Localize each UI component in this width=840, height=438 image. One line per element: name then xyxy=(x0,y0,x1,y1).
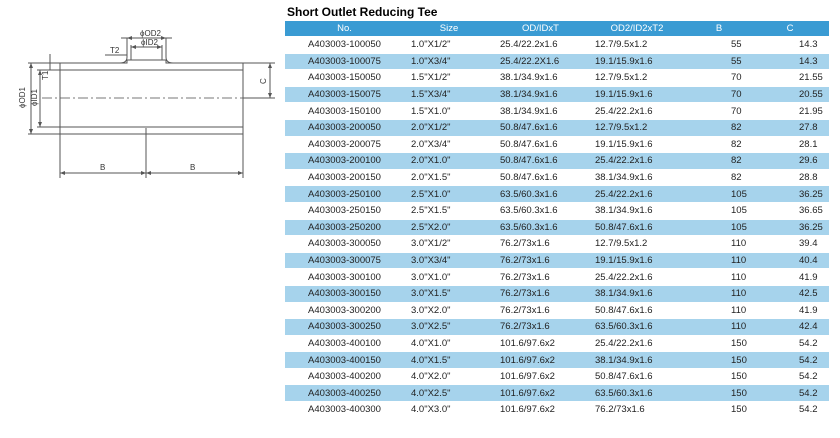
cell-b: 82 xyxy=(687,153,751,169)
table-row xyxy=(285,253,829,269)
cell-c: 40.4 xyxy=(751,253,829,269)
table-row xyxy=(285,70,829,86)
cell-od-id-t: 50.8/47.6x1.6 xyxy=(494,170,587,186)
cell-od2-id2-t2: 50.8/47.6x1.6 xyxy=(587,220,687,236)
cell-no: A403003-400250 xyxy=(285,385,404,401)
cell-od2-id2-t2: 25.4/22.2x1.6 xyxy=(587,153,687,169)
cell-no: A403003-400200 xyxy=(285,369,404,385)
cell-no: A403003-300075 xyxy=(285,253,404,269)
table-row xyxy=(285,352,829,368)
table-body xyxy=(285,37,829,418)
cell-b: 82 xyxy=(687,170,751,186)
table-row xyxy=(285,402,829,418)
c-label: C xyxy=(259,78,268,84)
cell-no: A403003-250150 xyxy=(285,203,404,219)
cell-od2-id2-t2: 25.4/22.2x1.6 xyxy=(587,336,687,352)
cell-c: 29.6 xyxy=(751,153,829,169)
cell-b: 55 xyxy=(687,37,751,53)
cell-od2-id2-t2: 38.1/34.9x1.6 xyxy=(587,286,687,302)
cell-c: 41.9 xyxy=(751,303,829,319)
cell-no: A403003-150100 xyxy=(285,103,404,119)
cell-od-id-t: 101.6/97.6x2 xyxy=(494,369,587,385)
cell-size: 4.0"X2.5" xyxy=(404,385,494,401)
cell-no: A403003-200075 xyxy=(285,137,404,153)
cell-c: 14.3 xyxy=(751,37,829,53)
id1-label: ϕID1 xyxy=(30,89,39,106)
cell-od2-id2-t2: 12.7/9.5x1.2 xyxy=(587,236,687,252)
cell-od-id-t: 76.2/73x1.6 xyxy=(494,236,587,252)
cell-size: 2.0"X1/2" xyxy=(404,120,494,136)
cell-c: 54.2 xyxy=(751,385,829,401)
cell-size: 1.5"X1.0" xyxy=(404,103,494,119)
cell-size: 1.0"X3/4" xyxy=(404,54,494,70)
table-title: Short Outlet Reducing Tee xyxy=(287,5,438,19)
cell-size: 2.5"X1.5" xyxy=(404,203,494,219)
cell-no: A403003-100075 xyxy=(285,54,404,70)
od1-label: ϕOD1 xyxy=(18,87,27,108)
cell-od-id-t: 76.2/73x1.6 xyxy=(494,319,587,335)
table-row xyxy=(285,103,829,119)
cell-c: 27.8 xyxy=(751,120,829,136)
header-c: C xyxy=(751,21,829,36)
cell-no: A403003-250100 xyxy=(285,186,404,202)
cell-b: 105 xyxy=(687,220,751,236)
cell-od2-id2-t2: 63.5/60.3x1.6 xyxy=(587,385,687,401)
table-row xyxy=(285,54,829,70)
cell-c: 28.8 xyxy=(751,170,829,186)
cell-c: 42.4 xyxy=(751,319,829,335)
cell-size: 2.0"X1.0" xyxy=(404,153,494,169)
cell-c: 28.1 xyxy=(751,137,829,153)
cell-od-id-t: 38.1/34.9x1.6 xyxy=(494,70,587,86)
cell-od-id-t: 101.6/97.6x2 xyxy=(494,385,587,401)
cell-od-id-t: 25.4/22.2X1.6 xyxy=(494,54,587,70)
table-row xyxy=(285,336,829,352)
cell-c: 36.25 xyxy=(751,186,829,202)
cell-od2-id2-t2: 12.7/9.5x1.2 xyxy=(587,120,687,136)
od2-label: ϕOD2 xyxy=(140,29,161,38)
cell-od2-id2-t2: 12.7/9.5x1.2 xyxy=(587,37,687,53)
cell-size: 4.0"X3.0" xyxy=(404,402,494,418)
cell-od-id-t: 38.1/34.9x1.6 xyxy=(494,87,587,103)
cell-od2-id2-t2: 25.4/22.2x1.6 xyxy=(587,186,687,202)
table-row xyxy=(285,120,829,136)
t1-label: T1 xyxy=(41,70,50,80)
cell-size: 2.0"X3/4" xyxy=(404,137,494,153)
table-row xyxy=(285,220,829,236)
cell-no: A403003-250200 xyxy=(285,220,404,236)
cell-c: 54.2 xyxy=(751,402,829,418)
table-row xyxy=(285,286,829,302)
cell-c: 21.95 xyxy=(751,103,829,119)
cell-od2-id2-t2: 19.1/15.9x1.6 xyxy=(587,87,687,103)
table-row xyxy=(285,37,829,53)
header-size: Size xyxy=(404,21,494,36)
header-no: No. xyxy=(285,21,404,36)
cell-size: 2.0"X1.5" xyxy=(404,170,494,186)
cell-c: 41.9 xyxy=(751,269,829,285)
cell-no: A403003-200050 xyxy=(285,120,404,136)
cell-od2-id2-t2: 25.4/22.2x1.6 xyxy=(587,269,687,285)
cell-b: 70 xyxy=(687,103,751,119)
cell-od2-id2-t2: 19.1/15.9x1.6 xyxy=(587,253,687,269)
header-b: B xyxy=(687,21,751,36)
cell-od-id-t: 76.2/73x1.6 xyxy=(494,286,587,302)
b-right-label: B xyxy=(190,163,196,172)
cell-od2-id2-t2: 25.4/22.2x1.6 xyxy=(587,103,687,119)
cell-od2-id2-t2: 38.1/34.9x1.6 xyxy=(587,170,687,186)
cell-no: A403003-200100 xyxy=(285,153,404,169)
cell-b: 82 xyxy=(687,120,751,136)
specification-table xyxy=(285,20,829,419)
cell-od2-id2-t2: 50.8/47.6x1.6 xyxy=(587,303,687,319)
cell-no: A403003-300050 xyxy=(285,236,404,252)
cell-od-id-t: 38.1/34.9x1.6 xyxy=(494,103,587,119)
cell-od-id-t: 50.8/47.6x1.6 xyxy=(494,120,587,136)
cell-b: 150 xyxy=(687,402,751,418)
cell-no: A403003-200150 xyxy=(285,170,404,186)
cell-size: 3.0"X2.5" xyxy=(404,319,494,335)
cell-b: 105 xyxy=(687,186,751,202)
table-row xyxy=(285,170,829,186)
id2-label: ϕID2 xyxy=(141,38,158,47)
table-row xyxy=(285,236,829,252)
cell-b: 110 xyxy=(687,269,751,285)
cell-c: 54.2 xyxy=(751,369,829,385)
table-row xyxy=(285,269,829,285)
cell-od-id-t: 63.5/60.3x1.6 xyxy=(494,186,587,202)
cell-size: 3.0"X1.5" xyxy=(404,286,494,302)
cell-c: 21.55 xyxy=(751,70,829,86)
cell-size: 1.0"X1/2" xyxy=(404,37,494,53)
table-row xyxy=(285,153,829,169)
cell-od-id-t: 25.4/22.2x1.6 xyxy=(494,37,587,53)
cell-no: A403003-100050 xyxy=(285,37,404,53)
cell-b: 105 xyxy=(687,203,751,219)
cell-b: 150 xyxy=(687,336,751,352)
cell-size: 2.5"X1.0" xyxy=(404,186,494,202)
cell-od2-id2-t2: 38.1/34.9x1.6 xyxy=(587,203,687,219)
cell-size: 4.0"X2.0" xyxy=(404,369,494,385)
cell-od2-id2-t2: 12.7/9.5x1.2 xyxy=(587,70,687,86)
table-header-row xyxy=(285,21,829,36)
cell-od-id-t: 50.8/47.6x1.6 xyxy=(494,153,587,169)
cell-b: 82 xyxy=(687,137,751,153)
t2-label: T2 xyxy=(110,46,120,55)
cell-c: 54.2 xyxy=(751,352,829,368)
table-row xyxy=(285,203,829,219)
table-row xyxy=(285,385,829,401)
cell-od2-id2-t2: 19.1/15.9x1.6 xyxy=(587,137,687,153)
cell-b: 110 xyxy=(687,319,751,335)
cell-b: 110 xyxy=(687,303,751,319)
cell-size: 3.0"X3/4" xyxy=(404,253,494,269)
cell-c: 20.55 xyxy=(751,87,829,103)
cell-no: A403003-300200 xyxy=(285,303,404,319)
cell-b: 110 xyxy=(687,236,751,252)
table-row xyxy=(285,87,829,103)
cell-no: A403003-400300 xyxy=(285,402,404,418)
header-od-id-t: OD/IDxT xyxy=(494,21,587,36)
cell-no: A403003-300250 xyxy=(285,319,404,335)
table-row xyxy=(285,319,829,335)
cell-size: 4.0"X1.0" xyxy=(404,336,494,352)
cell-c: 54.2 xyxy=(751,336,829,352)
cell-no: A403003-400100 xyxy=(285,336,404,352)
cell-c: 39.4 xyxy=(751,236,829,252)
cell-b: 150 xyxy=(687,352,751,368)
cell-b: 70 xyxy=(687,70,751,86)
table-row xyxy=(285,137,829,153)
cell-c: 42.5 xyxy=(751,286,829,302)
cell-size: 1.5"X1/2" xyxy=(404,70,494,86)
cell-size: 1.5"X3/4" xyxy=(404,87,494,103)
cell-od-id-t: 76.2/73x1.6 xyxy=(494,269,587,285)
cell-od2-id2-t2: 19.1/15.9x1.6 xyxy=(587,54,687,70)
cell-od2-id2-t2: 50.8/47.6x1.6 xyxy=(587,369,687,385)
cell-size: 3.0"X1.0" xyxy=(404,269,494,285)
cell-od2-id2-t2: 38.1/34.9x1.6 xyxy=(587,352,687,368)
b-left-label: B xyxy=(100,163,106,172)
cell-od2-id2-t2: 76.2/73x1.6 xyxy=(587,402,687,418)
cell-b: 110 xyxy=(687,286,751,302)
cell-od-id-t: 63.5/60.3x1.6 xyxy=(494,203,587,219)
cell-b: 150 xyxy=(687,369,751,385)
cell-od-id-t: 76.2/73x1.6 xyxy=(494,303,587,319)
cell-size: 4.0"X1.5" xyxy=(404,352,494,368)
cell-size: 3.0"X2.0" xyxy=(404,303,494,319)
cell-no: A403003-150075 xyxy=(285,87,404,103)
cell-c: 14.3 xyxy=(751,54,829,70)
cell-od-id-t: 101.6/97.6x2 xyxy=(494,336,587,352)
cell-no: A403003-150050 xyxy=(285,70,404,86)
table-row xyxy=(285,369,829,385)
cell-od-id-t: 63.5/60.3x1.6 xyxy=(494,220,587,236)
cell-no: A403003-400150 xyxy=(285,352,404,368)
cell-size: 3.0"X1/2" xyxy=(404,236,494,252)
table-row xyxy=(285,303,829,319)
cell-b: 110 xyxy=(687,253,751,269)
cell-b: 55 xyxy=(687,54,751,70)
tee-technical-drawing xyxy=(0,0,280,438)
cell-size: 2.5"X2.0" xyxy=(404,220,494,236)
cell-od-id-t: 76.2/73x1.6 xyxy=(494,253,587,269)
cell-b: 70 xyxy=(687,87,751,103)
header-od2-id2-t2: OD2/ID2xT2 xyxy=(587,21,687,36)
cell-od-id-t: 50.8/47.6x1.6 xyxy=(494,137,587,153)
table-row xyxy=(285,186,829,202)
cell-od2-id2-t2: 63.5/60.3x1.6 xyxy=(587,319,687,335)
cell-od-id-t: 101.6/97.6x2 xyxy=(494,402,587,418)
cell-od-id-t: 101.6/97.6x2 xyxy=(494,352,587,368)
cell-c: 36.65 xyxy=(751,203,829,219)
cell-c: 36.25 xyxy=(751,220,829,236)
cell-no: A403003-300100 xyxy=(285,269,404,285)
cell-b: 150 xyxy=(687,385,751,401)
cell-no: A403003-300150 xyxy=(285,286,404,302)
